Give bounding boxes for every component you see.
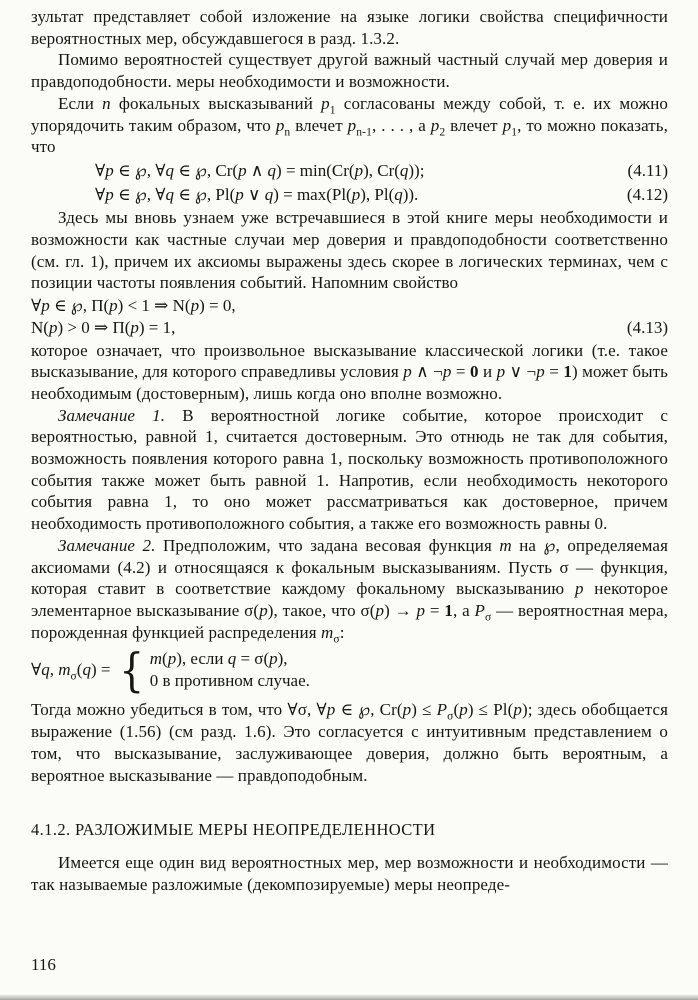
paragraph-focal-ordering: Если n фокальных высказываний $p_1$ согласованы между собой, т. е. их можно упорядочить таким образом, что $p_n$ влечет $p_{n-1}$, . . . , а $p_2$ влечет $p_1$, то можно показать, что <box>31 93 669 157</box>
equation-cases-branch-2: 0 в противном случае. <box>149 671 310 691</box>
equation-4-11-number: (4.11) <box>627 160 668 180</box>
section-heading-4-1-2: 4.1.2. РАЗЛОЖИМЫЕ МЕРЫ НЕОПРЕДЕЛЕННОСТИ <box>31 820 436 840</box>
paragraph-specificity-continuation: зультат представляет собой изложение на языке логики свойства специфичности вероятностных мер, обсуждавшегося в разд. 1.3.2. <box>31 7 668 48</box>
paragraph-inequality-conclusion: Тогда можно убедиться в том, что ∀σ, ∀p ∈ ℘, $Cr(p) \le P_\sigma(p) \le Pl(p)$; здесь обобщается выражение (1.56) (см разд. 1.6). Это согласуется с интуитивным представлением о том, что высказывание, заслуживающее доверия, должно быть вероятным, а вероятное высказывание — правдоподобным. <box>31 700 669 785</box>
equation-4-12-body: ∀p ∈ ℘, ∀q ∈ ℘, Pl(p ∨ q) = max(Pl(p), Pl(q)). <box>95 184 419 204</box>
equation-4-12-number: (4.12) <box>626 184 668 204</box>
left-brace-symbol: { <box>119 642 145 697</box>
page-number: 116 <box>31 955 56 974</box>
paragraph-classical-logic-consequence: которое означает, что произвольное высказывание классической логики (т.е. такое высказывание, для которого справедливы условия p ∧ ¬p = 0 и p ∨ ¬p = 1) может быть необходимым (достоверным), лишь когда оно вполне возможно. <box>31 340 669 403</box>
paragraph-belief-plausibility-special-cases: Здесь мы вновь узнаем уже встречавшиеся в этой книге меры необходимости и возможности как частные случаи мер доверия и правдоподобности соответственно (см. гл. 1), причем их аксиомы выражены здесь скорее в логических терминах, чем с позиции частоты появления событий. Напомним свойство <box>31 208 668 293</box>
equation-4-13-line-2 <box>31 317 668 339</box>
equation-distribution-cases <box>31 642 668 697</box>
equation-4-11-body: ∀p ∈ ℘, ∀q ∈ ℘, Cr(p ∧ q) = min(Cr(p), Cr(q)); <box>95 160 425 180</box>
equation-cases-branches <box>150 648 310 692</box>
equation-4-11 <box>31 160 668 182</box>
page-content <box>31 6 668 896</box>
equation-4-13-line-2-body: N(p) > 0 ⇒ П(p) = 1, <box>31 317 176 337</box>
equation-4-13-number: (4.13) <box>626 317 668 337</box>
paragraph-remark-2: Замечание 2. Предположим, что задана весовая функция m на ℘, определяемая аксиомами (4.2) и относящаяся к фокальным высказываниям. Пусть σ — функция, которая ставит в соответствие каждому фокальному высказыванию p некоторое элементарное высказывание σ(p), такое, что σ(p) → p = 1, а $P_\sigma$ — вероятностная мера, порожденная функцией распределения $m_\sigma$: <box>31 535 668 646</box>
paragraph-remark-1: Замечание 1. В вероятностной логике событие, которое происходит с вероятностью, равной 1, считается достоверным. Это отнюдь не так для события, возможность появления которого равна 1, поскольку возможность противоположного события также может быть равной 1. Напротив, если необходимость некоторого события равна 1, то оно может рассматриваться как достоверное, причем необходимость противоположного события, а также его возможность равны 0. <box>31 405 668 534</box>
equation-cases-lead: ∀q, $m_\sigma(q)$ = <box>31 660 111 683</box>
scan-edge-shadow <box>0 994 698 1000</box>
equation-4-13-line-1-body: ∀p ∈ ℘, П(p) < 1 ⇒ N(p) = 0, <box>31 296 236 316</box>
equation-4-13-line-1 <box>31 295 668 317</box>
paragraph-decomposable-measures-intro: Имеется еще один вид вероятностных мер, мер возможности и необходимости — так называемые разложимые (декомпозируемые) меры неопреде- <box>31 853 668 894</box>
equation-4-12 <box>31 184 668 206</box>
equation-cases-branch-1: m(p), если q = σ(p), <box>149 649 288 669</box>
equation-4-13 <box>31 295 668 338</box>
paragraph-necessity-possibility-intro: Помимо вероятностей существует другой важный частный случай мер доверия и правдоподобности. меры необходимости и возможности. <box>31 50 668 92</box>
